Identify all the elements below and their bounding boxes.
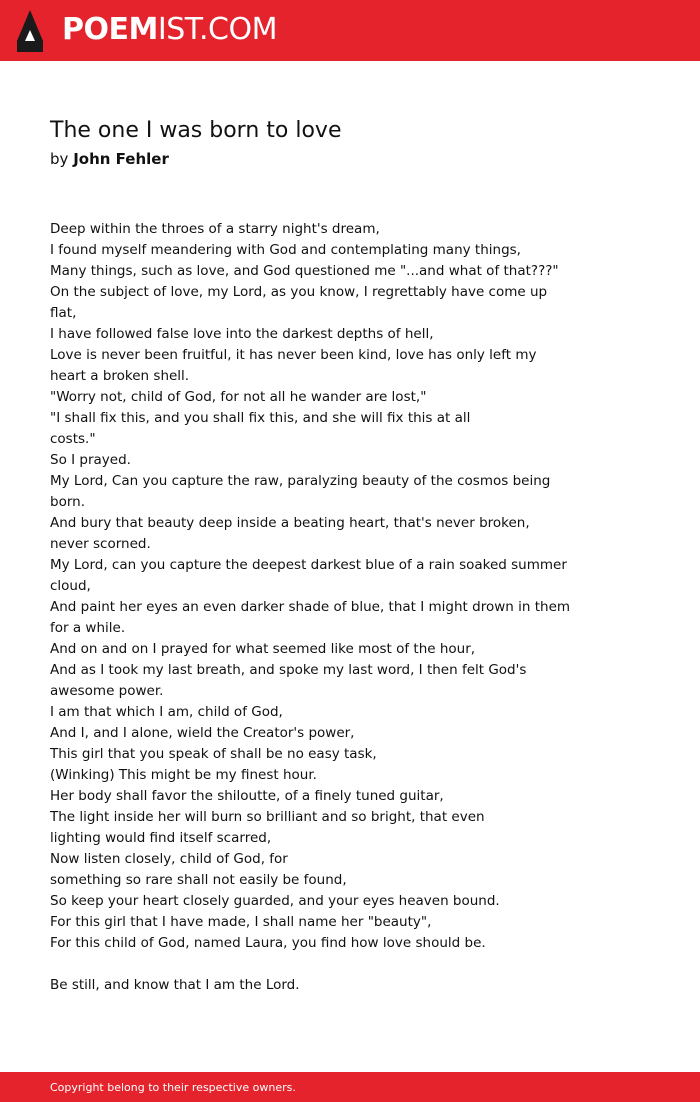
poem-line: On the subject of love, my Lord, as you know, I regrettably have come up (50, 284, 548, 300)
poem-line: for a while. (50, 620, 126, 636)
poem-line: And as I took my last breath, and spoke my last word, I then felt God's (50, 662, 527, 678)
copyright-text: Copyright belong to their respective owners. (50, 1081, 296, 1094)
poem-line: heart a broken shell. (50, 368, 190, 384)
poem-line: never scorned. (50, 536, 151, 552)
poem-body (50, 219, 590, 996)
poem-line: I have followed false love into the darkest depths of hell, (50, 326, 434, 342)
site-footer (0, 1072, 700, 1102)
poem-line: And on and on I prayed for what seemed like most of the hour, (50, 641, 476, 657)
poem-line: (Winking) This might be my finest hour. (50, 767, 317, 783)
poem-title: The one I was born to love (50, 118, 342, 143)
poem-line: So I prayed. (50, 452, 131, 468)
poem-line: lighting would find itself scarred, (50, 830, 272, 846)
poem-line: Many things, such as love, and God questioned me "...and what of that???" (50, 263, 559, 279)
poem-line: Be still, and know that I am the Lord. (50, 977, 300, 993)
poem-line: And bury that beauty deep inside a beating heart, that's never broken, (50, 515, 530, 531)
logo-bold-text: POEM (62, 12, 158, 47)
poem-line: born. (50, 494, 85, 510)
poem-line: My Lord, can you capture the deepest darkest blue of a rain soaked summer (50, 557, 567, 573)
site-logo[interactable] (62, 13, 277, 47)
poem-line: Love is never been fruitful, it has never been kind, love has only left my (50, 347, 537, 363)
poem-line: I am that which I am, child of God, (50, 704, 283, 720)
poem-line: My Lord, Can you capture the raw, paralyzing beauty of the cosmos being (50, 473, 551, 489)
poem-line: For this child of God, named Laura, you find how love should be. (50, 935, 486, 951)
poem-line: awesome power. (50, 683, 164, 699)
poem-line: For this girl that I have made, I shall name her "beauty", (50, 914, 432, 930)
poem-line: And paint her eyes an even darker shade of blue, that I might drown in them (50, 599, 571, 615)
poem-line: Deep within the throes of a starry night's dream, (50, 221, 380, 237)
poem-line: costs." (50, 431, 96, 447)
byline (50, 149, 169, 169)
poem-line: I found myself meandering with God and contemplating many things, (50, 242, 521, 258)
stanza-break (50, 954, 590, 975)
poem-line: cloud, (50, 578, 91, 594)
poem-line: And I, and I alone, wield the Creator's power, (50, 725, 355, 741)
poem-line: "Worry not, child of God, for not all he wander are lost," (50, 389, 427, 405)
author-name: John Fehler (73, 150, 169, 168)
pencil-icon[interactable] (16, 10, 44, 52)
poem-line: flat, (50, 305, 77, 321)
logo-light-text: IST.COM (157, 12, 277, 47)
poem-line: Now listen closely, child of God, for (50, 851, 288, 867)
poem-line: Her body shall favor the shiloutte, of a finely tuned guitar, (50, 788, 444, 804)
site-header (0, 0, 700, 61)
poem-line: So keep your heart closely guarded, and your eyes heaven bound. (50, 893, 500, 909)
byline-prefix: by (50, 150, 69, 168)
poem-line: The light inside her will burn so brilliant and so bright, that even (50, 809, 485, 825)
poem-line: This girl that you speak of shall be no easy task, (50, 746, 377, 762)
poem-line: something so rare shall not easily be found, (50, 872, 347, 888)
poem-line: "I shall fix this, and you shall fix this, and she will fix this at all (50, 410, 471, 426)
